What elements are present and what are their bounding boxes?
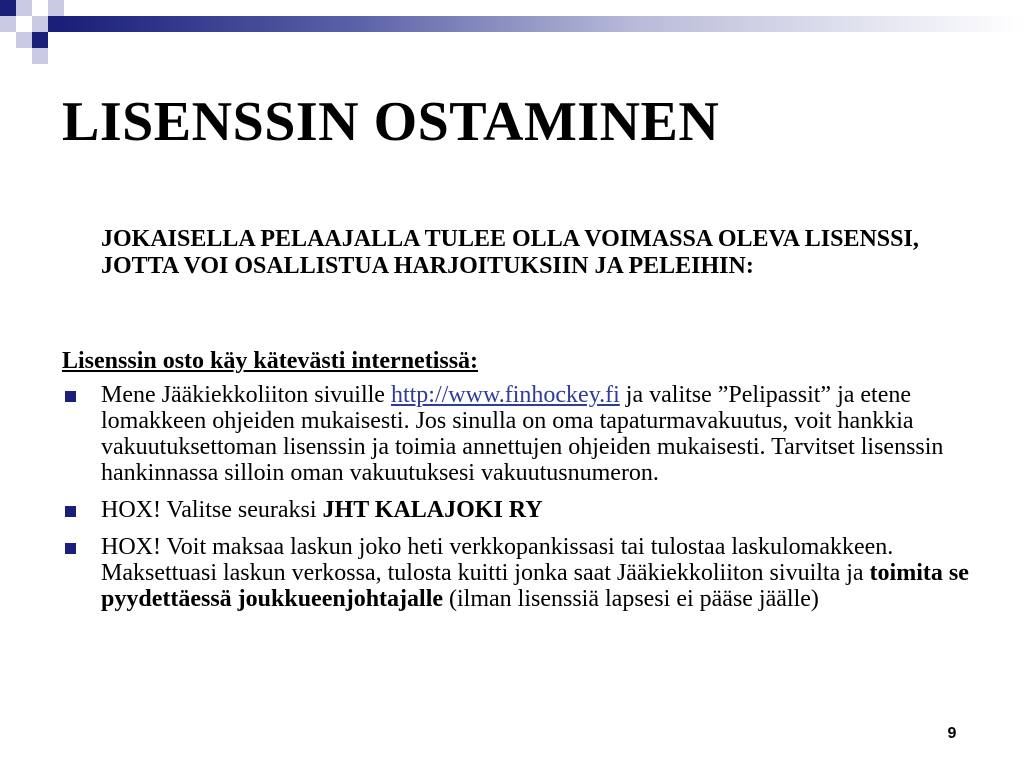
header-decoration (0, 0, 1024, 60)
bullet-text: HOX! Valitse seuraksi (101, 497, 323, 523)
deco-square (0, 0, 16, 16)
list-item (62, 497, 982, 523)
square-bullet-icon (65, 506, 76, 517)
deco-square (0, 16, 16, 32)
deco-square (32, 32, 48, 48)
bullet-text: HOX! Voit maksaa laskun joko heti verkkopankissasi tai tulostaa laskulomakkeen. Maksettuasi laskun verkossa, tulosta kuitti jonka saat Jääkiekkoliiton sivuilta ja (101, 534, 894, 586)
square-bullet-icon (65, 543, 76, 554)
deco-square (32, 48, 48, 64)
finhockey-link[interactable]: http://www.finhockey.fi (390, 382, 620, 408)
bullet-text: ja valitse ”Pelipassit” ja etene lomakkeen ohjeiden mukaisesti. Jos sinulla on oma tapaturmavakuutus, voit hankkia vakuutuksettoman lisenssin ja toimia annettujen ohjeiden mukaisesti. Tarvitset lisenssin hankinnassa silloin oman vakuutuksesi vakuutusnumeron. (101, 382, 944, 486)
deco-square (48, 16, 64, 32)
deco-square (32, 16, 48, 32)
slide-title: LISENSSIN OSTAMINEN (62, 91, 720, 153)
bullet-text: Mene Jääkiekkoliiton sivuille (101, 382, 391, 408)
bullet-list (62, 382, 982, 623)
list-item (62, 382, 982, 486)
deco-square (16, 16, 32, 32)
square-bullet-icon (65, 391, 76, 402)
list-item (62, 534, 982, 612)
intro-statement: JOKAISELLA PELAAJALLA TULEE OLLA VOIMASSA OLEVA LISENSSI, JOTTA VOI OSALLISTUA HARJOITUKSIIN JA PELEIHIN: (101, 226, 919, 279)
bullet-emphasis: toimita se pyydettäessä joukkueenjohtajalle (101, 560, 969, 612)
subheading: Lisenssin osto käy kätevästi internetissä: (62, 348, 479, 374)
bullet-text: (ilman lisenssiä lapsesi ei pääse jäälle) (443, 586, 819, 612)
deco-square (16, 0, 32, 16)
header-gradient-bar (64, 16, 1024, 32)
deco-square (32, 0, 48, 16)
club-name: JHT KALAJOKI RY (322, 497, 543, 523)
deco-square (16, 32, 32, 48)
page-number: 9 (947, 725, 957, 742)
deco-square (48, 0, 64, 16)
